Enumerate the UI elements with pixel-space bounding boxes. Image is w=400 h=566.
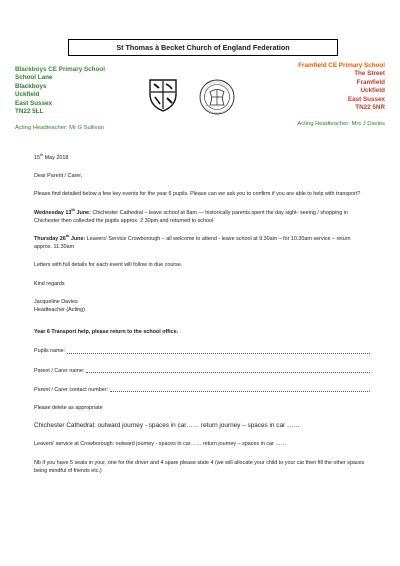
form-heading: Year 6 Transport help, please return to the school office. [34,329,179,336]
leavers-journey-line[interactable]: Leavers' service at Crowborough: outward journey - spaces in car…… return journey – spaces in car …… [34,441,287,448]
left-address-line: East Sussex [15,99,53,107]
seats-note: Nb if you have 5 seats in your, one for the driver and 4 spare please state 4 (we will allocate your child to your car then fill the other spaces being mindful of friends etc.) [34,459,365,474]
delete-note: Please delete as appropriate [34,405,103,412]
federation-title: St Thomas à Becket Church of England Federation [68,39,338,56]
right-school-address [298,62,385,112]
pupils-name-field[interactable] [34,347,370,355]
right-address-line: The Street [354,70,385,78]
event-wednesday: Wednesday 13th June: Chichester Cathedral – leave school at 8am — historically parents spent the day sight- seeing / shopping in Chichester then collected the pupils approx. 2.30pm and returned to school [34,207,348,224]
right-address-line: TN22 5NR [355,104,385,112]
left-school-address [15,66,105,116]
pupils-name-label: Pupils name: [34,348,66,355]
parent-name-field[interactable] [34,367,370,375]
left-address-line: School Lane [15,74,53,82]
left-address-line: TN22 5LL [15,108,44,116]
chichester-journey-line[interactable]: Chichester Cathedral: outward journey - spaces in car…… return journey – spaces in car …… [34,422,300,430]
event-thursday: Thursday 26th June: Leavers' Service Crowborough – all welcome to attend - leave school at 9.30am – for 10.30am service – return approx. 11.30am [34,234,351,251]
greeting: Dear Parent / Carer, [34,173,83,180]
left-address-line: Uckfield [15,91,40,99]
parent-contact-field[interactable] [34,386,370,394]
signoff: Kind regards [34,280,65,287]
right-address-line: East Sussex [347,95,385,103]
letter-date: 15th May 2018 [34,153,69,161]
right-address-line: Uckfield [360,87,385,95]
left-headteacher: Acting Headteacher: Mr G Sullivan [15,125,104,131]
parent-name-label: Parent / Carer name: [34,367,85,374]
right-address-line: Framfield [356,78,385,86]
right-headteacher: Acting Headteacher: Mrs J Davies [297,121,385,127]
parent-contact-label: Parent / Carer contact number: [34,386,109,393]
school-seal-logo [198,78,236,116]
signatory-title: Headteacher (Acting) [34,307,85,314]
right-school-name: Framfield CE Primary School [298,62,385,69]
letter-body [34,154,370,475]
school-crest-logo [148,78,178,112]
left-school-name: Blackboys CE Primary School [15,66,105,73]
left-address-line: Blackboys [15,82,47,90]
intro-paragraph: Please find detailed below a few key events for the year 6 pupils. Please can we ask you to confirm if you are able to help with transport? [34,191,361,198]
signatory-name: Jacqueline Davies [34,298,78,305]
followup-text: Letters with full details for each event will follow in due course. [34,262,183,269]
